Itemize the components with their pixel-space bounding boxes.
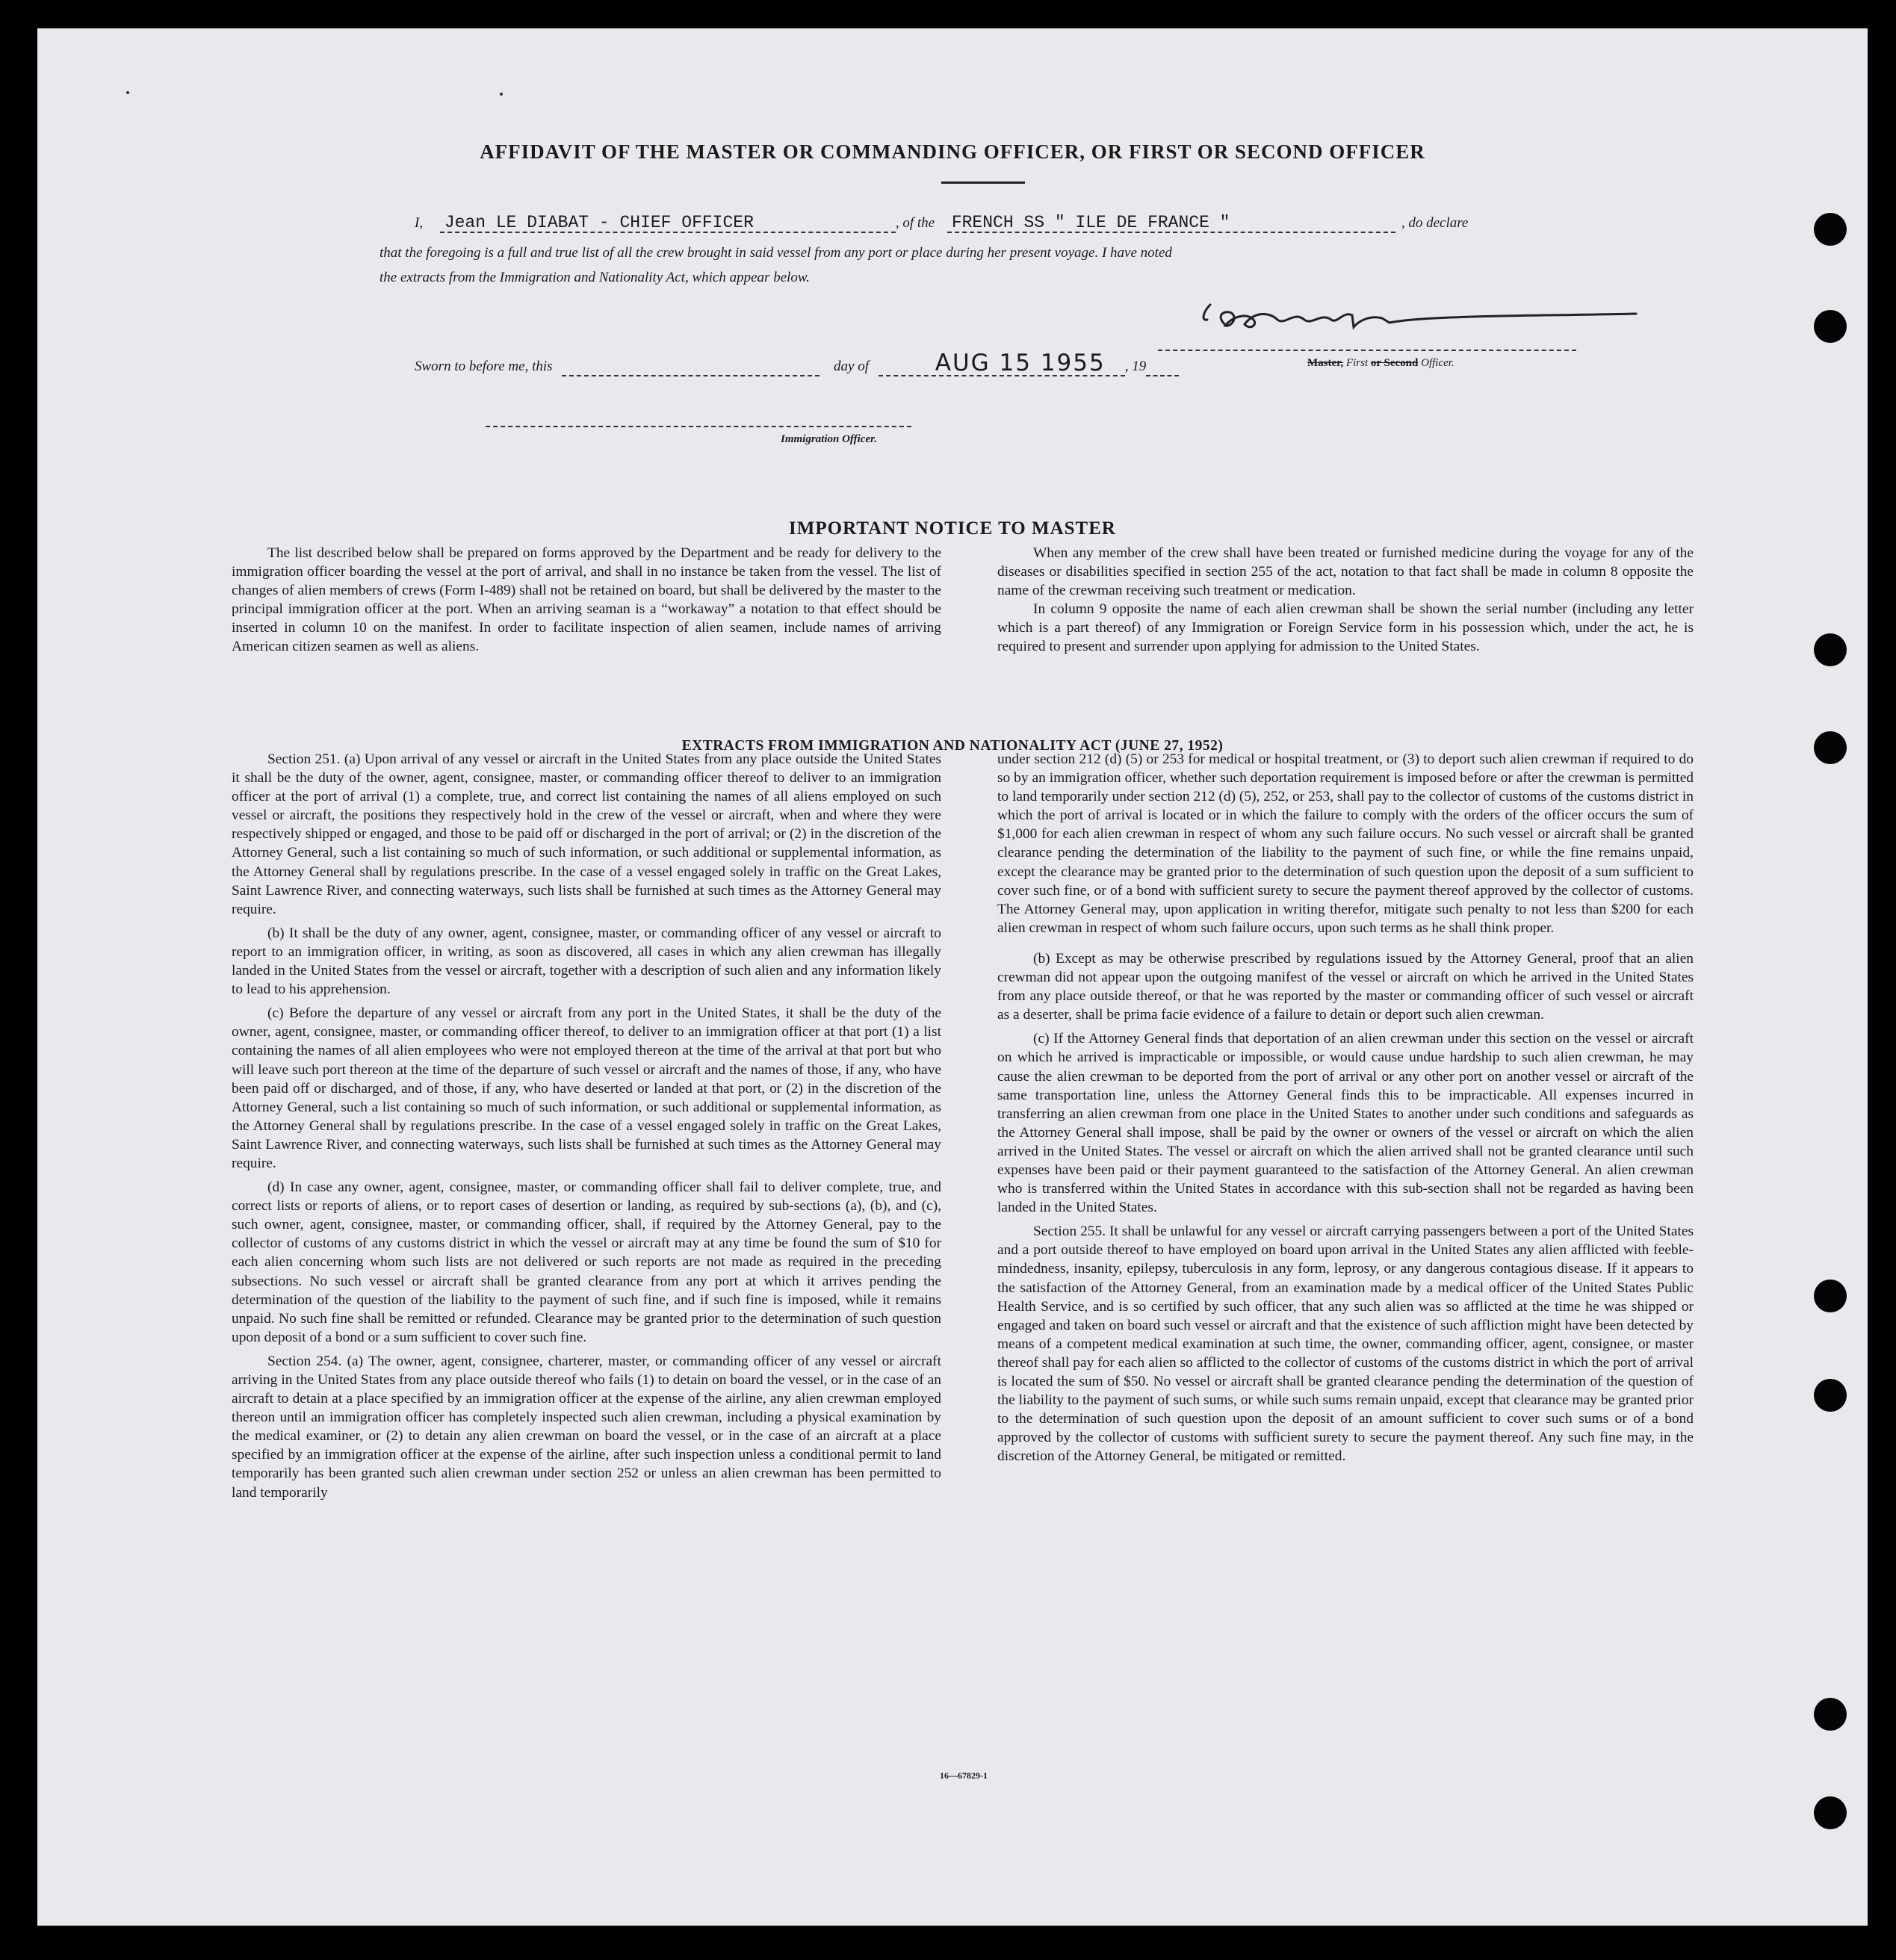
extracts-title: EXTRACTS FROM IMMIGRATION AND NATIONALITY ACT (JUNE 27, 1952) xyxy=(681,738,1224,754)
notice-paragraph: The list described below shall be prepared on forms approved by the Department and be ready for delivery to the immigration officer boarding the vessel at the port of arrival, and shall in no instance be taken from the vessel. The list of changes of alien members of crews (Form I-489) shall not be retained on board, but shall be delivered by the master to the principal immigration officer at the port. When an arriving seaman is a “workaway” a notation to that effect should be inserted in column 10 on the manifest. In order to facilitate inspection of alien seamen, include names of arriving American citizen seamen as well as aliens. xyxy=(232,545,941,655)
sworn-label: Sworn to before me, this xyxy=(415,359,553,374)
declaration-line-2: that the foregoing is a full and true list of all the crew brought in said vessel from any port or place during her present voyage. I have noted xyxy=(379,245,1172,261)
signature-line xyxy=(1158,350,1576,351)
extracts-left-column xyxy=(232,750,941,1502)
notice-paragraph: In column 9 opposite the name of each alien crewman shall be shown the serial number (including any letter which is a part thereof) of any Immigration or Foreign Service form in his possession which, under the act, he is required to present and surrender upon applying for admission to the United States. xyxy=(997,601,1694,655)
sworn-day-field xyxy=(562,357,820,376)
punch-hole xyxy=(1814,1280,1847,1312)
section-251c: (c) Before the departure of any vessel or aircraft from any port in the United States, it shall be the duty of the owner, agent, consignee, master, or commanding officer thereof, to deliver to an immigration officer at that port (1) a list containing the names of all alien employees who were not employed thereon at the time of the arrival at that port but who will leave such port thereon at the time of the departure of such vessel or aircraft and the names of those, if any, who have been paid off or discharged, and of those, if any, who have deserted or landed at that port, or (2) in the discretion of the Attorney General, such a list containing so much of such information, or such additional or supplemental information, as the Attorney General shall by regulations prescribe. In the case of a vessel engaged solely in traffic on the Great Lakes, Saint Lawrence River, and connecting waterways, such lists shall be furnished at such times as the Attorney General may require. xyxy=(232,1005,941,1171)
sworn-line xyxy=(415,350,1179,376)
form-code: 16—67829-1 xyxy=(940,1770,988,1781)
section-254a: Section 254. (a) The owner, agent, consignee, charterer, master, or commanding officer of any vessel or aircraft arriving in the United States from any place outside thereof who fails (1) to detain on board the vessel, or in the case of an aircraft to detain at a place specified by an immigration officer at the expense of the airline, any alien crewman employed thereon until an immigration officer has completely inspected such alien crewman, including a physical examination by the medical examiner, or (2) to detain any alien crewman on board the vessel, or in the case of an aircraft at a place specified by an immigration officer at the expense of the airline, after such inspection unless a conditional permit to land temporarily has been granted such alien crewman under section 252 or unless an alien crewman has been permitted to land temporarily xyxy=(232,1353,941,1501)
punch-hole xyxy=(1814,1379,1847,1412)
paper-speck xyxy=(500,93,503,96)
declaration-line-1 xyxy=(415,214,1468,233)
immigration-officer-label: Immigration Officer. xyxy=(781,433,877,445)
signer-title: Master, First or Second Officer. xyxy=(1307,357,1454,369)
immigration-officer-signature-line xyxy=(486,426,911,427)
paper-speck xyxy=(126,91,129,94)
date-stamp: AUG 15 1955 xyxy=(935,350,1106,376)
notice-right-column xyxy=(997,544,1694,657)
section-251b: (b) It shall be the duty of any owner, agent, consignee, master, or commanding officer of any vessel or aircraft to report to an immigration officer, in writing, as soon as discovered, all cases in which any alien crewman has illegally landed in the United States from the vessel or aircraft, together with a description of such alien and any information likely to lead to his apprehension. xyxy=(232,925,941,998)
section-254c: (c) If the Attorney General finds that deportation of an alien crewman under this section on the vessel or aircraft on which he arrived is impracticable or impossible, or would cause undue hardship to such alien crewman, he may cause the alien crewman to be deported from the port of arrival or any other port on another vessel or aircraft of the same transportation line, unless the Attorney General finds this to be impracticable. All expenses incurred in transferring an alien crewman from one place in the United States to another under such conditions and safeguards as the Attorney General shall impose, shall be paid by the owner or owners of the vessel or aircraft on which the alien arrived in the United States. The vessel or aircraft on which the alien arrived shall not be granted clearance until such expenses have been paid or their payment guaranteed to the satisfaction of the Attorney General. An alien crewman who is transferred within the United States in accordance with this sub-section shall not be regarded as having been landed in the United States. xyxy=(997,1031,1694,1216)
day-of-label: day of xyxy=(834,359,870,374)
notice-paragraph: When any member of the crew shall have been treated or furnished medicine during the voyage for any of the diseases or disabilities specified in section 255 of the act, notation to that fact shall be made in column 8 opposite the name of the crewman receiving such treatment or medication. xyxy=(997,545,1694,599)
section-255: Section 255. It shall be unlawful for any vessel or aircraft carrying passengers between a port of the United States and a port outside thereof to have employed on board upon arrival in the United States any alien afflicted with feeble-mindedness, insanity, epilepsy, tuberculosis in any form, leprosy, or any dangerous contagious disease. If it appears to the satisfaction of the Attorney General, from an examination made by a medical officer of the United States Public Health Service, and is so certified by such officer, that any such alien was so afflicted at the time he was shipped or engaged and taken on board such vessel or aircraft and that the existence of such affliction might have been detected by means of a competent medical examination at such time, the owner, commanding officer, agent, consignee, or master thereof shall pay for each alien so afflicted to the collector of customs of the customs district in which the port of arrival is located the sum of $50. No vessel or aircraft shall be granted clearance pending the determination of the question of the liability to the payment of such sums, or while such sums remain unpaid, except that clearance may be granted prior to the determination of such question upon the deposit of an amount sufficient to cover such sums or of a bond approved by the collector of customs with sufficient surety to secure the payment thereof. Any such fine may, in the discretion of the Attorney General, be mitigated or remitted. xyxy=(997,1224,1694,1465)
officer-name-field: Jean LE DIABAT - CHIEF OFFICER xyxy=(440,214,896,233)
section-254a-continued: under section 212 (d) (5) or 253 for medical or hospital treatment, or (3) to deport such alien crewman if required to do so by an immigration officer, whether such deportation requirement is imposed before or after the crewman is permitted to land temporarily under section 212 (d) (5), 252, or 253, shall pay to the collector of customs of the customs district in which the port of arrival is located or in which the failure to comply with the orders of the officer occurs the sum of $1,000 for each alien crewman in respect of whom any such failure occurs. No such vessel or aircraft shall be granted clearance pending the determination of the liability to the payment of such fine, or while the fine remains unpaid, except the clearance may be granted prior to the determination of such question upon the deposit of a sum sufficient to cover such fine, or of a bond with sufficient surety to secure the payment thereof approved by the collector of customs. The Attorney General may, upon application in writing therefor, mitigate such penalty to not less than $200 for each alien crewman in respect of whom such failure occurs, upon such terms as he shall think proper. xyxy=(997,751,1694,936)
section-251a: Section 251. (a) Upon arrival of any vessel or aircraft in the United States from any place outside the United States it shall be the duty of the owner, agent, consignee, master, or commanding officer thereof to deliver to an immigration officer at the port of arrival (1) a complete, true, and correct list containing the names of all aliens employed on such vessel or aircraft, the positions they respectively hold in the crew of the vessel or aircraft, when and where they were respectively shipped or engaged, and those to be paid off or discharged in the port of arrival; or (2) in the discretion of the Attorney General, such a list containing so much of such information, or such additional or supplemental information, as the Attorney General shall by regulations prescribe. In the case of a vessel engaged solely in traffic on the Great Lakes, Saint Lawrence River, and connecting waterways, such lists shall be furnished at such times as the Attorney General may require. xyxy=(232,751,941,917)
extracts-right-column xyxy=(997,750,1694,1466)
title-underline xyxy=(941,182,1025,184)
officer-signature xyxy=(1158,290,1643,342)
i-label: I, xyxy=(415,215,424,231)
punch-hole xyxy=(1814,633,1847,666)
punch-hole xyxy=(1814,213,1847,246)
declaration-line-3: the extracts from the Immigration and Nationality Act, which appear below. xyxy=(379,270,810,285)
notice-left-column xyxy=(232,544,941,657)
section-254b: (b) Except as may be otherwise prescribed by regulations issued by the Attorney General, proof that an alien crewman did not appear upon the outgoing manifest of the vessel or aircraft on which he arrived in the United States from any place outside thereof, or that he was reported by the master or commanding officer of such vessel or aircraft as a deserter, shall be prima facie evidence of a failure to detain or deport such alien crewman. xyxy=(997,950,1694,1023)
document-page xyxy=(37,28,1868,1926)
punch-hole xyxy=(1814,1698,1847,1731)
section-251d: (d) In case any owner, agent, consignee, master, or commanding officer shall fail to deliver complete, true, and correct lists or reports of aliens, or to report cases of desertion or landing, as required by sub-sections (a), (b), and (c), such owner, agent, consignee, master, or commanding officer, shall, if required by the Attorney General, pay to the collector of customs of any customs district in which the vessel or aircraft may at any time be found the sum of $10 for each alien concerning whom such lists are not delivered or such reports are not made as required in the preceding subsections. No such vessel or aircraft shall be granted clearance from any port at which it arrives pending the determination of the question of the liability to the payment of such fine, and if such fine is imposed, while it remains unpaid. No such fine shall be remitted or refunded. Clearance may be granted prior to the determination of such question upon deposit of a bond or a sum sufficient to cover such fine. xyxy=(232,1179,941,1345)
notice-title: IMPORTANT NOTICE TO MASTER xyxy=(789,518,1116,539)
of-the-label: , of the xyxy=(895,215,935,231)
do-declare-label: , do declare xyxy=(1401,215,1469,231)
punch-hole xyxy=(1814,1796,1847,1829)
affidavit-title: AFFIDAVIT OF THE MASTER OR COMMANDING OFFICER, OR FIRST OR SECOND OFFICER xyxy=(480,140,1425,163)
year-label: , 19 xyxy=(1124,359,1147,374)
vessel-name-field: FRENCH SS " ILE DE FRANCE " xyxy=(947,214,1395,233)
year-field xyxy=(1146,357,1179,376)
sworn-date-field xyxy=(879,350,1125,376)
punch-hole xyxy=(1814,310,1847,343)
